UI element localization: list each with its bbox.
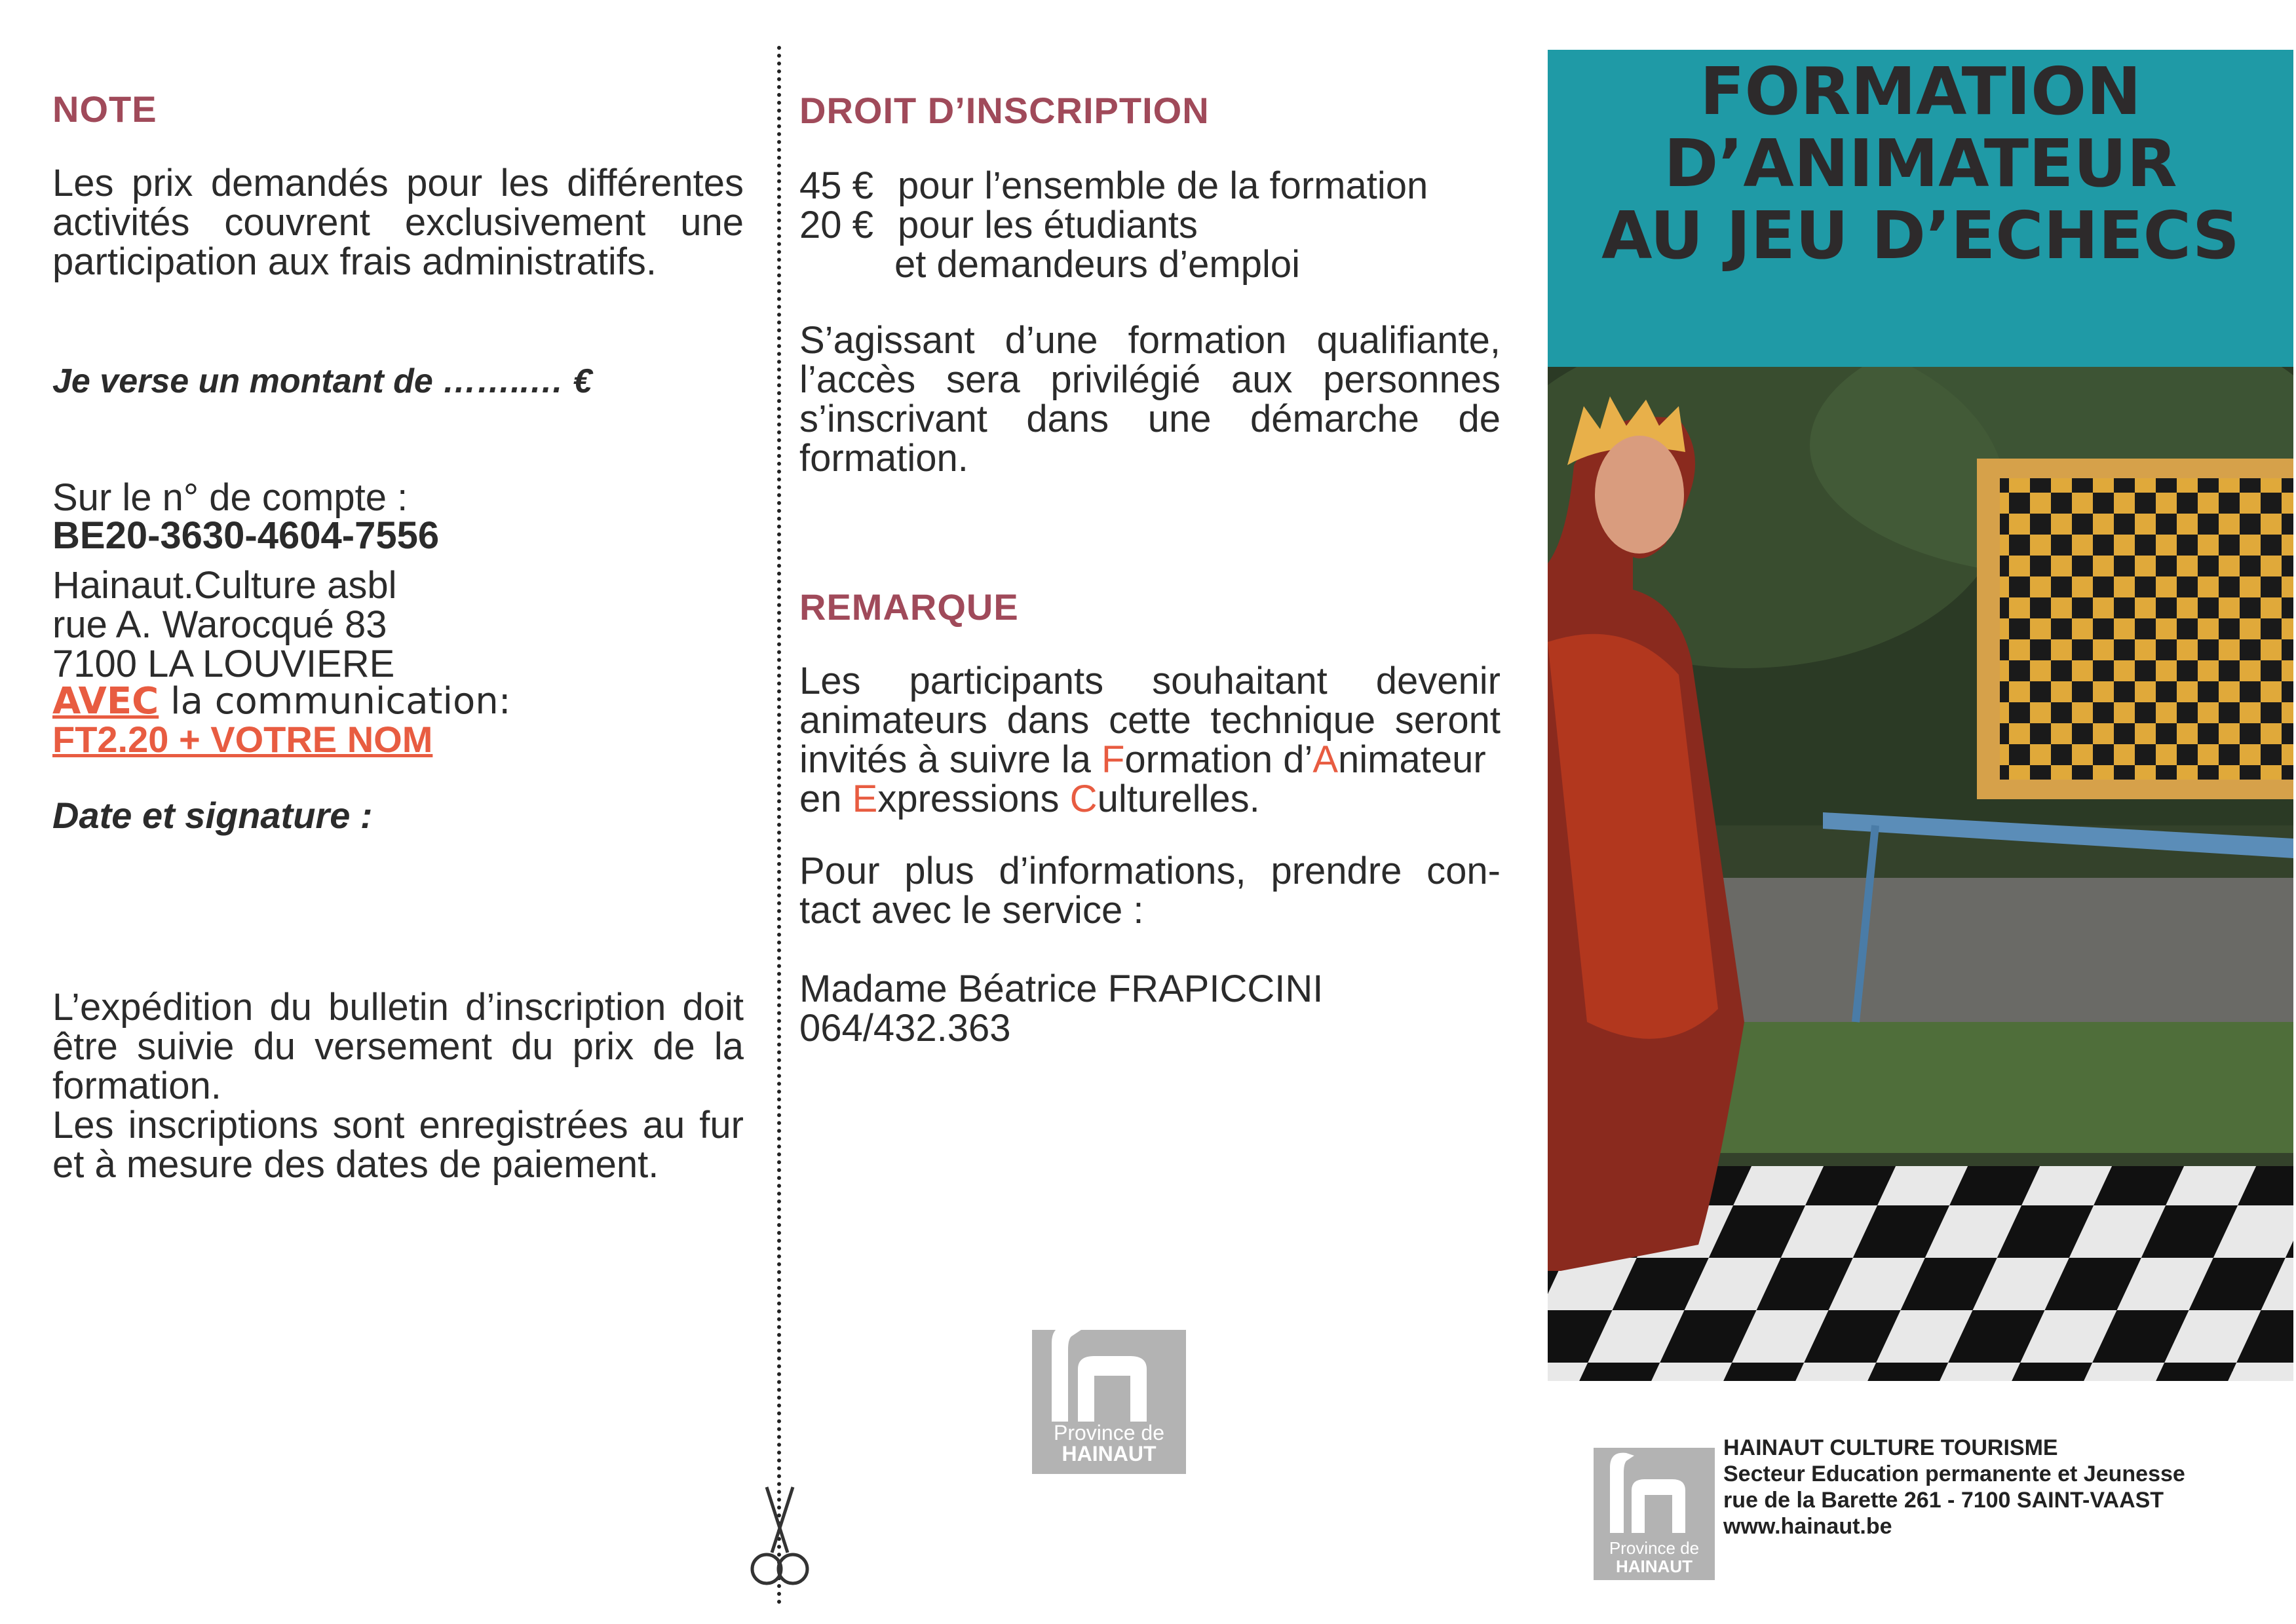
communication-label: la communication: <box>159 680 511 723</box>
droit-heading: DROIT D’INSCRIPTION <box>799 90 1210 131</box>
expedition-line: être suivie du versement du prix de la <box>52 1025 744 1068</box>
note-line: Les prix demandés pour les différentes <box>52 162 744 204</box>
price-desc: pour l’ensemble de la formation <box>898 164 1428 207</box>
account-label: Sur le n° de compte : <box>52 476 408 519</box>
note-line: participation aux frais administratifs. <box>52 240 657 283</box>
expedition-line: L’expédition du bulletin d’inscription doit <box>52 986 744 1029</box>
address-line: Hainaut.Culture asbl <box>52 564 397 607</box>
amount-line: Je verse un montant de ……..… € <box>52 362 592 400</box>
remarque-heading: REMARQUE <box>799 586 1019 628</box>
text-part: ulturelles. <box>1097 778 1260 820</box>
cut-line <box>777 46 781 1605</box>
note-line: activités couvrent exclusivement une <box>52 201 744 244</box>
logo-line-2: HAINAUT <box>1616 1557 1693 1576</box>
address-line: 7100 LA LOUVIERE <box>52 643 395 685</box>
address-block <box>52 566 397 684</box>
province-hainaut-logo <box>1032 1330 1186 1474</box>
remarque-line: animateurs dans cette technique seront <box>799 699 1501 742</box>
price-amount: 20 € <box>799 204 873 246</box>
remarque-paragraph <box>799 662 1501 819</box>
price-row <box>799 166 1428 206</box>
contact-phone: 064/432.363 <box>799 1007 1011 1049</box>
payment-reference: FT2.20 + VOTRE NOM <box>52 719 433 760</box>
expedition-line: et à mesure des dates de paiement. <box>52 1143 659 1186</box>
info-paragraph <box>799 852 1501 930</box>
qualifiante-line: S’agissant d’une formation qualifiante, <box>799 319 1501 362</box>
organisation-name: HAINAUT CULTURE TOURISME <box>1723 1435 2058 1460</box>
contact-name: Madame Béatrice FRAPICCINI <box>799 968 1324 1010</box>
remarque-line <box>799 780 1501 819</box>
note-paragraph <box>52 164 744 282</box>
price-list <box>799 166 1428 284</box>
signature-label: Date et signature : <box>52 795 373 836</box>
organisation-sector: Secteur Education permanente et Jeunesse <box>1723 1462 2185 1486</box>
highlight-letter: A <box>1312 738 1339 781</box>
price-amount: 45 € <box>799 164 873 207</box>
text-part: invités à suivre la <box>799 738 1101 781</box>
text-part: xpressions <box>877 778 1070 820</box>
qualifiante-paragraph <box>799 321 1501 478</box>
qualifiante-line: s’inscrivant dans une démarche de <box>799 398 1501 440</box>
text-part: nimateur <box>1338 738 1486 781</box>
avec-label: AVEC <box>52 680 159 723</box>
info-line: tact avec le service : <box>799 889 1144 932</box>
cover-title-line: AU JEU D’ECHECS <box>1601 197 2240 274</box>
chess-child-photo <box>1548 367 2293 1381</box>
expedition-paragraph <box>52 988 744 1184</box>
communication-line <box>52 680 511 723</box>
remarque-line <box>799 740 1501 780</box>
price-desc: pour les étudiants <box>898 204 1198 246</box>
remarque-line: Les participants souhaitant devenir <box>799 660 1501 702</box>
price-row <box>799 245 1428 284</box>
cover-title-line: D’ANIMATEUR <box>1664 125 2177 202</box>
price-row <box>799 206 1428 245</box>
logo-line-1: Province de <box>1609 1538 1700 1558</box>
logo-line-1: Province de <box>1054 1421 1164 1445</box>
qualifiante-line: formation. <box>799 437 968 480</box>
cover-title <box>1548 53 2293 274</box>
text-part: en <box>799 778 852 820</box>
highlight-letter: E <box>852 778 878 820</box>
text-part: ormation d’ <box>1124 738 1313 781</box>
cover-photo <box>1548 367 2293 1381</box>
expedition-line: formation. <box>52 1065 221 1107</box>
logo-line-2: HAINAUT <box>1062 1442 1157 1465</box>
cover-title-line: FORMATION <box>1700 53 2141 130</box>
info-line: Pour plus d’informations, prendre con- <box>799 850 1501 892</box>
province-bird-icon <box>1032 1291 1186 1422</box>
expedition-line: Les inscriptions sont enregistrées au fur <box>52 1104 744 1146</box>
scissors-icon <box>747 1481 813 1598</box>
price-desc: et demandeurs d’emploi <box>894 243 1301 286</box>
highlight-letter: C <box>1069 778 1098 820</box>
province-hainaut-footer-logo <box>1594 1448 1715 1580</box>
qualifiante-line: l’accès sera privilégié aux personnes <box>799 358 1501 401</box>
province-bird-icon <box>1594 1422 1715 1533</box>
contact-block <box>799 970 1323 1048</box>
highlight-letter: F <box>1101 738 1125 781</box>
address-line: rue A. Warocqué 83 <box>52 603 387 646</box>
organisation-address: rue de la Barette 261 - 7100 SAINT-VAAST <box>1723 1488 2164 1513</box>
account-number: BE20-3630-4604-7556 <box>52 514 440 557</box>
organisation-info <box>1723 1435 2185 1539</box>
organisation-website[interactable]: www.hainaut.be <box>1723 1514 1892 1539</box>
note-heading: NOTE <box>52 88 157 130</box>
